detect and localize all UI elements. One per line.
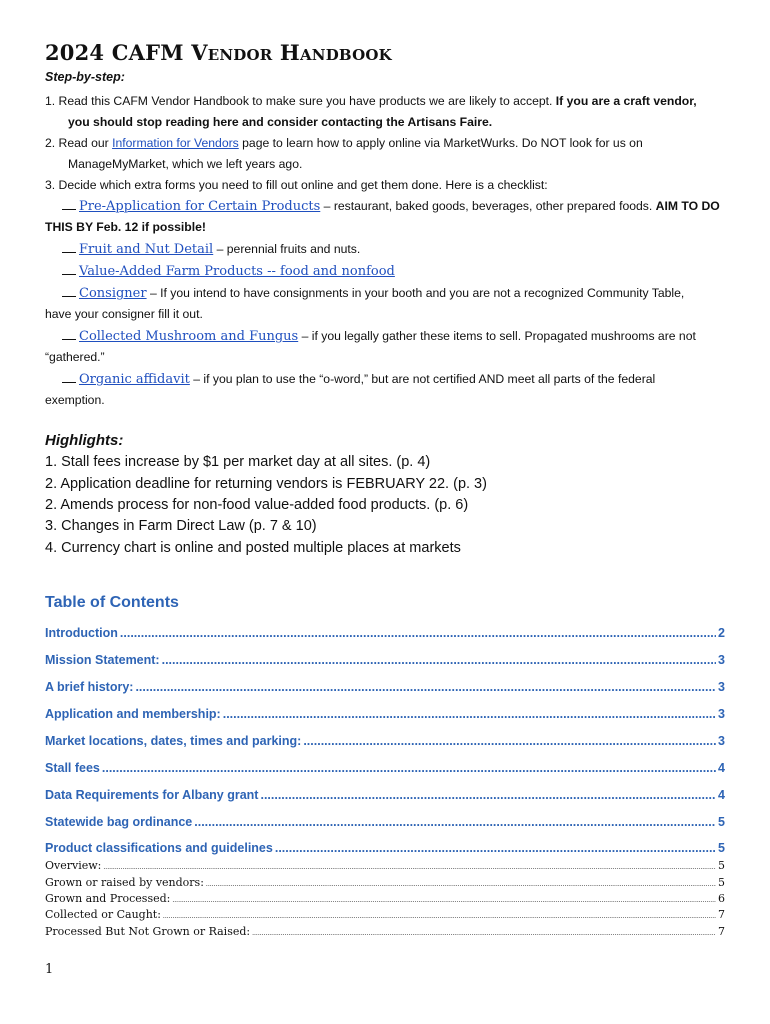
checkbox-blank[interactable]	[62, 198, 76, 210]
toc-subentry-label: Collected or Caught:	[45, 908, 161, 921]
step-1-text: 1. Read this CAFM Vendor Handbook to make sure you have products we are likely to accept.	[45, 94, 553, 108]
checklist-item-organic-cont: exemption.	[45, 393, 105, 407]
mushroom-link[interactable]: Collected Mushroom and Fungus	[79, 329, 299, 344]
highlight-item: 2. Application deadline for returning vendors is FEBRUARY 22. (p. 3)	[45, 476, 487, 492]
checklist-text: – If you intend to have consignments in your booth and you are not a recognized Community Table,	[146, 286, 685, 300]
checkbox-blank[interactable]	[62, 371, 76, 383]
document-title: 2024 CAFM Vendor Handbook	[45, 40, 392, 65]
toc-entry-page: 2	[718, 626, 725, 640]
toc-entry-page: 4	[718, 761, 725, 775]
toc-subentry[interactable]	[45, 892, 725, 905]
checklist-item-mushroom-cont: “gathered.”	[45, 350, 105, 364]
toc-leader	[194, 815, 716, 829]
checklist-item-pre-application-cont: THIS BY Feb. 12 if possible!	[45, 220, 206, 234]
step-2-text-b: page to learn how to apply online via MarketWurks. Do NOT look for us on	[242, 136, 643, 150]
toc-entry-label: Product classifications and guidelines	[45, 841, 273, 855]
checkbox-blank[interactable]	[62, 241, 76, 253]
toc-entry[interactable]	[45, 680, 725, 694]
checklist-text: – if you legally gather these items to sell. Propagated mushrooms are not	[298, 329, 696, 343]
fruit-and-nut-link[interactable]: Fruit and Nut Detail	[79, 242, 214, 257]
toc-entry-label: Market locations, dates, times and parking:	[45, 734, 302, 748]
checklist-item-consigner	[62, 285, 684, 301]
organic-affidavit-link[interactable]: Organic affidavit	[79, 372, 190, 387]
toc-subentry-page: 5	[718, 859, 725, 872]
toc-leader	[135, 680, 716, 694]
toc-leader	[303, 734, 716, 748]
toc-entry-label: Application and membership:	[45, 707, 221, 721]
highlight-item: 1. Stall fees increase by $1 per market day at all sites. (p. 4)	[45, 454, 431, 470]
toc-subentry-label: Overview:	[45, 859, 102, 872]
toc-subentry-page: 5	[718, 876, 725, 889]
toc-entry-page: 3	[718, 653, 725, 667]
toc-entry[interactable]	[45, 761, 725, 775]
toc-heading: Table of Contents	[45, 594, 179, 611]
toc-entry[interactable]	[45, 788, 725, 802]
information-for-vendors-link[interactable]: Information for Vendors	[112, 136, 239, 150]
toc-entry-label: Introduction	[45, 626, 118, 640]
toc-subentry-label: Processed But Not Grown or Raised:	[45, 925, 251, 938]
toc-entry[interactable]	[45, 707, 725, 721]
toc-leader	[120, 626, 716, 640]
toc-subentry-label: Grown or raised by vendors:	[45, 876, 204, 889]
toc-leader	[172, 897, 716, 904]
checklist-item-consigner-cont: have your consigner fill it out.	[45, 307, 203, 321]
toc-entry[interactable]	[45, 841, 725, 855]
toc-leader	[206, 881, 716, 888]
toc-leader	[102, 761, 716, 775]
highlight-item: 3. Changes in Farm Direct Law (p. 7 & 10)	[45, 518, 317, 534]
toc-subentry[interactable]	[45, 859, 725, 872]
toc-entry[interactable]	[45, 815, 725, 829]
toc-subentry-page: 6	[718, 892, 725, 905]
checklist-item-fruit-nut	[62, 241, 360, 257]
step-1	[45, 94, 697, 108]
checklist-text: – restaurant, baked goods, beverages, other prepared foods.	[320, 199, 653, 213]
step-by-step-heading: Step-by-step:	[45, 70, 125, 84]
step-2-continued: ManageMyMarket, which we left years ago.	[68, 157, 303, 171]
toc-subentry[interactable]	[45, 925, 725, 938]
toc-entry-page: 3	[718, 707, 725, 721]
toc-entry-page: 3	[718, 680, 725, 694]
step-3: 3. Decide which extra forms you need to fill out online and get them done. Here is a checklist:	[45, 178, 548, 192]
toc-leader	[223, 707, 716, 721]
checklist-text: – perennial fruits and nuts.	[213, 242, 361, 256]
checkbox-blank[interactable]	[62, 328, 76, 340]
toc-entry-label: A brief history:	[45, 680, 134, 694]
toc-leader	[162, 653, 716, 667]
step-1-bold: If you are a craft vendor,	[555, 94, 697, 108]
toc-entry-label: Statewide bag ordinance	[45, 815, 193, 829]
toc-leader	[252, 930, 716, 937]
toc-entry-page: 3	[718, 734, 725, 748]
toc-subentry-page: 7	[718, 925, 725, 938]
toc-leader	[260, 788, 716, 802]
toc-entry-label: Stall fees	[45, 761, 100, 775]
toc-entry-label: Mission Statement:	[45, 653, 160, 667]
toc-entry-page: 4	[718, 788, 725, 802]
checklist-text: – if you plan to use the “o-word,” but are not certified AND meet all parts of the federal	[189, 372, 656, 386]
toc-entry-page: 5	[718, 815, 725, 829]
consigner-link[interactable]: Consigner	[79, 286, 147, 301]
highlights-heading: Highlights:	[45, 432, 124, 449]
checkbox-blank[interactable]	[62, 263, 76, 275]
toc-leader	[275, 841, 716, 855]
toc-subentry[interactable]	[45, 876, 725, 889]
checklist-item-organic	[62, 371, 655, 387]
toc-entry[interactable]	[45, 653, 725, 667]
checklist-item-mushroom	[62, 328, 696, 344]
highlight-item: 4. Currency chart is online and posted multiple places at markets	[45, 540, 461, 556]
toc-entry-page: 5	[718, 841, 725, 855]
toc-subentry-label: Grown and Processed:	[45, 892, 171, 905]
toc-entry[interactable]	[45, 734, 725, 748]
toc-entry-label: Data Requirements for Albany grant	[45, 788, 259, 802]
toc-subentry-page: 7	[718, 908, 725, 921]
highlight-item: 2. Amends process for non-food value-added food products. (p. 6)	[45, 497, 469, 513]
checkbox-blank[interactable]	[62, 285, 76, 297]
toc-leader	[163, 913, 716, 920]
checklist-bold: AIM TO DO	[655, 199, 720, 213]
checklist-item-value-added	[62, 263, 395, 279]
value-added-link[interactable]: Value-Added Farm Products -- food and nonfood	[79, 264, 395, 279]
toc-subentry[interactable]	[45, 908, 725, 921]
checklist-item-pre-application	[62, 198, 720, 214]
step-2-text: 2. Read our	[45, 136, 109, 150]
toc-leader	[103, 864, 716, 871]
toc-entry[interactable]	[45, 626, 725, 640]
step-1-continued: you should stop reading here and consider contacting the Artisans Faire.	[68, 115, 493, 129]
page-number: 1	[45, 962, 54, 977]
pre-application-link[interactable]: Pre-Application for Certain Products	[79, 199, 321, 214]
step-2	[45, 136, 643, 150]
